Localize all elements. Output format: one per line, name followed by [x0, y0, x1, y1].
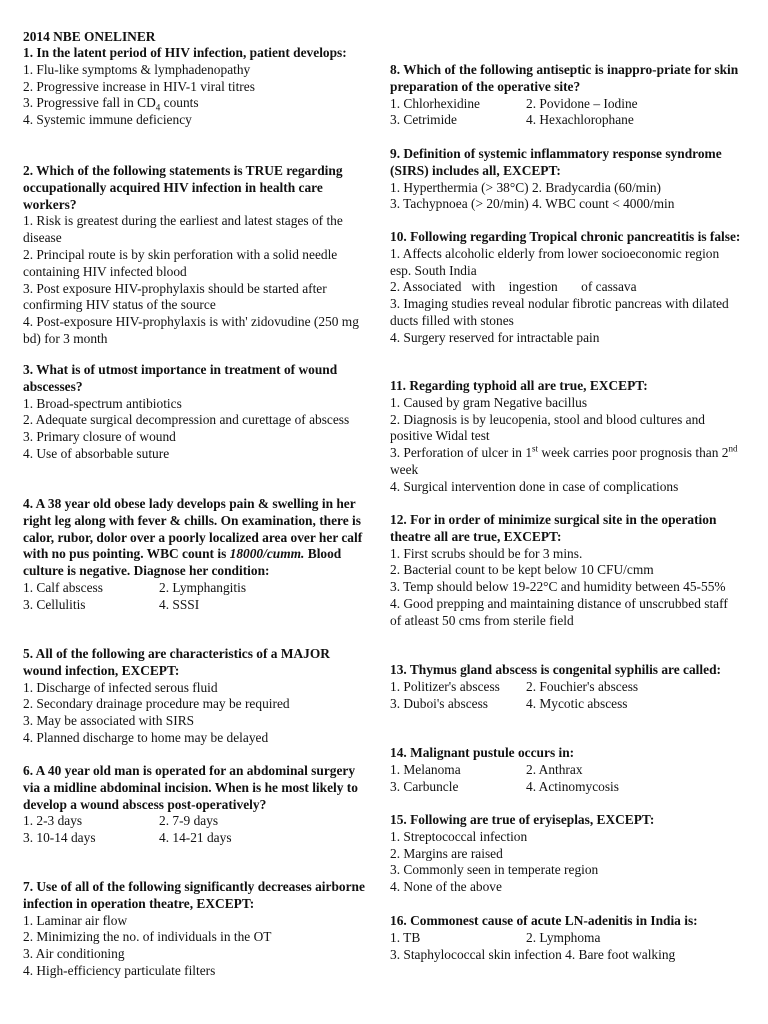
option: 4. Systemic immune deficiency	[23, 112, 192, 128]
question-stem: 1. In the latent period of HIV infection, patient develops:	[23, 45, 347, 60]
page-title: 2014 NBE ONELINER	[23, 29, 156, 44]
option: 1. Streptococcal infection	[390, 828, 528, 844]
question-stem: 8. Which of the following antiseptic is inappro-priate for skin preparation of the operative site?	[390, 62, 739, 94]
option-text: 3. Progressive fall in CD	[23, 95, 156, 111]
option: 2. Anthrax	[526, 761, 583, 777]
option: 4. None of the above	[390, 879, 502, 895]
option: 4. Actinomycosis	[526, 778, 619, 794]
option-row: 1. Hyperthermia (> 38°C) 2. Bradycardia (60/min)	[390, 179, 661, 195]
option: 1. Broad-spectrum antibiotics	[23, 395, 182, 411]
option: 4. Planned discharge to home may be delayed	[23, 729, 269, 745]
question-stem: 5. All of the following are characteristics of a MAJOR wound infection, EXCEPT:	[23, 646, 330, 678]
option: 2. 7-9 days	[159, 813, 219, 829]
question-stem: 12. For in order of minimize surgical site in the operation theatre all are true, EXCEPT:	[390, 512, 717, 544]
option: 4. Surgical intervention done in case of complications	[390, 478, 679, 494]
option: 3. Carbuncle	[390, 778, 459, 794]
option: 1. Discharge of infected serous fluid	[23, 679, 218, 695]
question-stem: 6. A 40 year old man is operated for an abdominal surgery via a midline abdominal incision. When is he most likely to develop a wound abscess post-operatively?	[23, 763, 358, 812]
option-text: 3. Perforation of ulcer in 1	[390, 445, 533, 461]
question-stem: 7. Use of all of the following significantly decreases airborne infection in operation theatre, EXCEPT:	[23, 879, 365, 911]
question-stem: 14. Malignant pustule occurs in:	[390, 745, 575, 760]
question-11	[390, 378, 742, 496]
question-stem: 3. What is of utmost importance in treatment of wound abscesses?	[23, 362, 338, 394]
question-stem: 10. Following regarding Tropical chronic pancreatitis is false:	[390, 229, 741, 244]
subscript: 4	[155, 103, 161, 114]
option-row	[390, 930, 742, 947]
option: 1. Risk is greatest during the earliest and latest stages of the disease	[23, 213, 343, 246]
option-row	[390, 696, 742, 713]
option: 3. 10-14 days	[23, 830, 96, 846]
option-row	[390, 779, 742, 796]
option-row: 3. Staphylococcal skin infection 4. Bare foot walking	[390, 946, 676, 962]
question-4	[23, 496, 365, 614]
option: 3. Primary closure of wound	[23, 429, 176, 445]
option: 2. Secondary drainage procedure may be required	[23, 696, 290, 712]
option: 4. High-efficiency particulate filters	[23, 962, 216, 978]
option	[23, 95, 365, 112]
option: 4. Surgery reserved for intractable pain	[390, 329, 600, 345]
question-5	[23, 646, 365, 747]
option: 2. Adequate surgical decompression and curettage of abscess	[23, 412, 350, 428]
question-13	[390, 662, 742, 712]
question-stem: 15. Following are true of eryiseplas, EXCEPT:	[390, 812, 655, 827]
option-row	[23, 580, 365, 597]
option: 1. Flu-like symptoms & lymphadenopathy	[23, 61, 251, 77]
option: 2. Associated with ingestion of cassava	[390, 279, 637, 295]
option-row	[390, 679, 742, 696]
stem-text: Blood culture is negative. Diagnose her condition:	[23, 546, 342, 579]
option: 4. Post-exposure HIV-prophylaxis is with' zidovudine (250 mg bd) for 3 month	[23, 314, 359, 346]
question-8	[390, 62, 742, 129]
option: 3. Commonly seen in temperate region	[390, 862, 599, 878]
option: 1. Melanoma	[390, 761, 461, 777]
option: 1. Laminar air flow	[23, 912, 128, 928]
option: 2. Lymphangitis	[159, 579, 247, 595]
question-stem: 9. Definition of systemic inflammatory response syndrome (SIRS) includes all, EXCEPT:	[390, 146, 722, 178]
option: 2. Progressive increase in HIV-1 viral titres	[23, 78, 255, 94]
question-2	[23, 163, 365, 348]
option-text: week	[390, 461, 419, 477]
option: 4. Use of absorbable suture	[23, 445, 170, 461]
question-7	[23, 879, 365, 980]
superscript: st	[532, 443, 539, 454]
option: 3. Cetrimide	[390, 112, 457, 128]
option: 1. Calf abscess	[23, 579, 103, 595]
option-text: week carries poor prognosis than 2	[538, 445, 729, 461]
question-stem: 16. Commonest cause of acute LN-adenitis in India is:	[390, 913, 698, 928]
option: 1. Affects alcoholic elderly from lower socioeconomic region esp. South India	[390, 245, 720, 278]
question-15	[390, 812, 742, 896]
stem-italic-value: 18000/cumm.	[229, 546, 305, 562]
option: 1. TB	[390, 929, 421, 945]
option: 4. Hexachlorophane	[526, 112, 634, 128]
question-stem	[23, 496, 365, 580]
question-9	[390, 146, 742, 213]
option: 3. May be associated with SIRS	[23, 713, 195, 729]
option: 3. Post exposure HIV-prophylaxis should be started after confirming HIV status of the source	[23, 280, 327, 313]
option-row: 3. Tachypnoea (> 20/min) 4. WBC count < 4000/min	[390, 196, 675, 212]
option	[390, 445, 742, 479]
option-row	[390, 112, 742, 129]
option: 1. Politizer's abscess	[390, 678, 500, 694]
question-stem: 13. Thymus gland abscess is congenital syphilis are called:	[390, 662, 721, 677]
option: 1. Caused by gram Negative bacillus	[390, 394, 588, 410]
option-row	[23, 597, 365, 614]
option-text: counts	[160, 95, 199, 111]
option-row	[390, 96, 742, 113]
question-1	[23, 45, 365, 129]
option: 4. Mycotic abscess	[526, 695, 628, 711]
option: 2. Diagnosis is by leucopenia, stool and blood cultures and positive Widal test	[390, 411, 706, 444]
question-stem: 11. Regarding typhoid all are true, EXCEPT:	[390, 378, 648, 393]
option: 3. Imaging studies reveal nodular fibrotic pancreas with dilated ducts filled with stones	[390, 296, 729, 328]
option-row	[23, 813, 365, 830]
option: 2. Principal route is by skin perforation with a solid needle containing HIV infected blood	[23, 246, 338, 279]
option: 3. Temp should below 19-22°C and humidity between 45-55%	[390, 579, 726, 595]
question-stem: 2. Which of the following statements is TRUE regarding occupationally acquired HIV infection in health care workers?	[23, 163, 343, 212]
option: 4. 14-21 days	[159, 830, 232, 846]
option-row	[23, 830, 365, 847]
question-10	[390, 229, 742, 347]
question-14	[390, 745, 742, 795]
question-12	[390, 512, 742, 630]
option: 2. Fouchier's abscess	[526, 678, 639, 694]
option: 2. Povidone – Iodine	[526, 95, 638, 111]
question-16	[390, 913, 742, 963]
option: 2. Lymphoma	[526, 929, 601, 945]
option: 1. First scrubs should be for 3 mins.	[390, 545, 583, 561]
option: 2. Margins are raised	[390, 845, 503, 861]
option: 4. Good prepping and maintaining distance of unscrubbed staff of atleast 50 cms from sterile field	[390, 595, 728, 628]
option: 4. SSSI	[159, 596, 200, 612]
option: 2. Minimizing the no. of individuals in the OT	[23, 929, 272, 945]
option-row	[390, 762, 742, 779]
option: 2. Bacterial count to be kept below 10 CFU/cmm	[390, 562, 654, 578]
option: 3. Duboi's abscess	[390, 695, 488, 711]
superscript: nd	[728, 443, 738, 454]
stem-text: 4. A 38 year old obese lady develops pain & swelling in her right leg along with fever & chills. On examination, there is calor, rubor, dolor over a poorly localized area over her calf with no pus pointing. WBC count is	[23, 496, 363, 562]
option: 3. Air conditioning	[23, 946, 125, 962]
question-6	[23, 763, 365, 847]
option: 1. Chlorhexidine	[390, 95, 481, 111]
question-3	[23, 362, 365, 463]
option: 3. Cellulitis	[23, 596, 86, 612]
option: 1. 2-3 days	[23, 813, 83, 829]
